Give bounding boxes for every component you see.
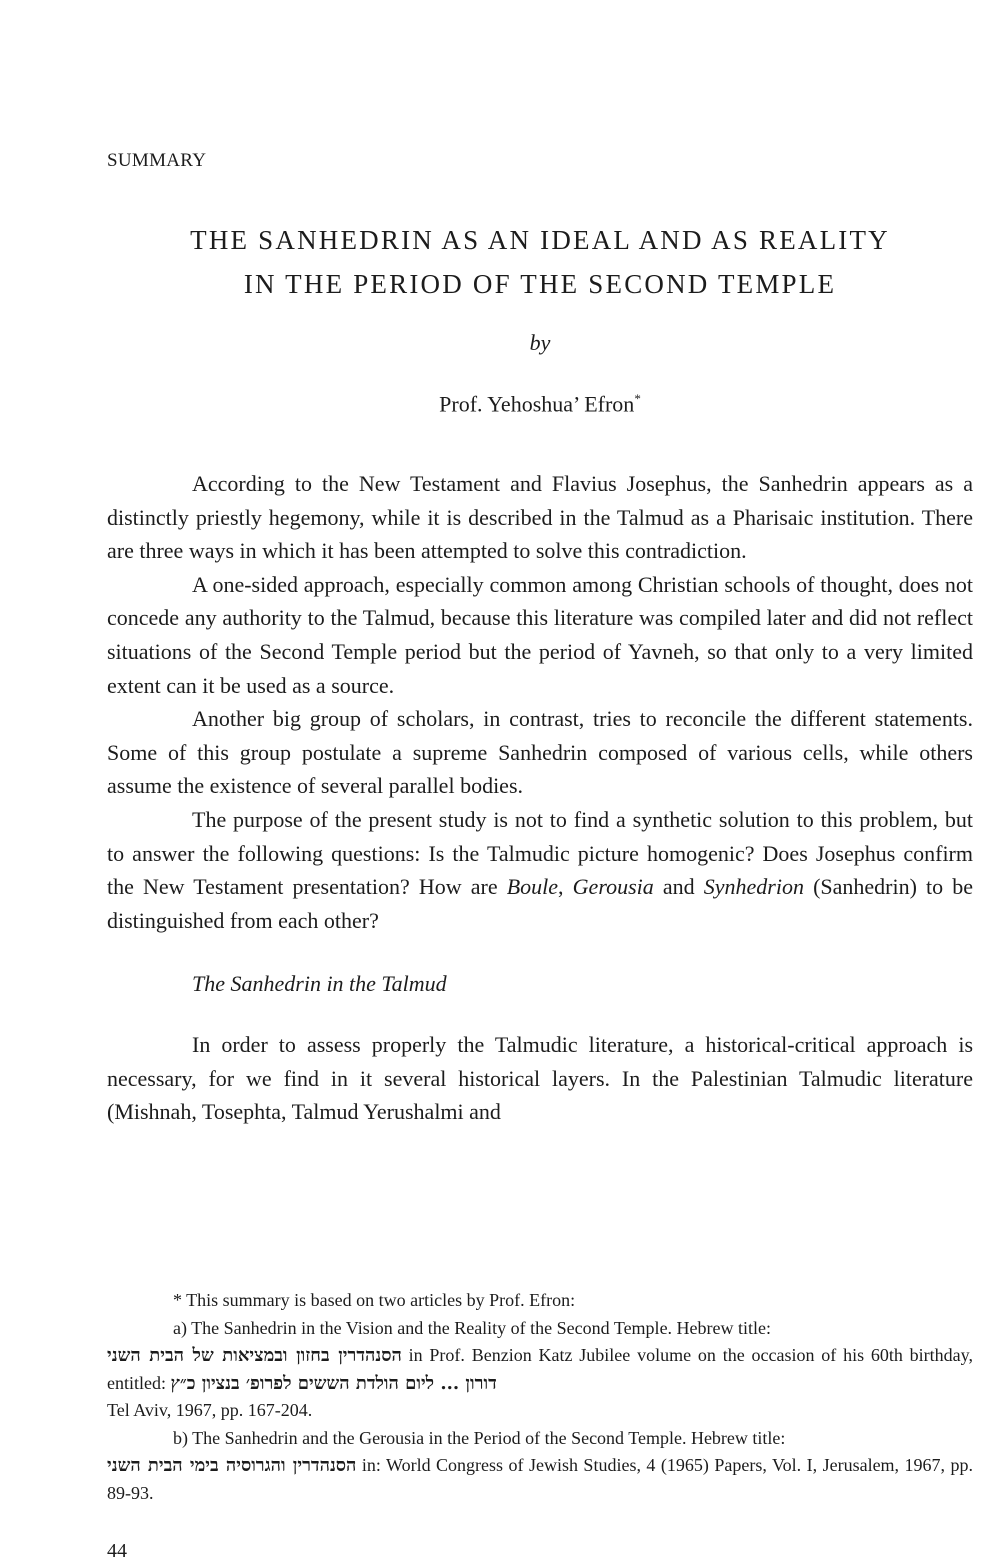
separator-2: and bbox=[653, 874, 704, 900]
footnote-a-hebrew-title: הסנהדרין בחזון ובמציאות של הבית השני bbox=[107, 1345, 402, 1366]
article-title bbox=[100, 218, 980, 306]
footnote-a-tail: Tel Aviv, 1967, pp. 167-204. bbox=[107, 1400, 313, 1420]
body-text bbox=[107, 467, 973, 1129]
byline: by bbox=[529, 330, 551, 355]
term-boule: Boule bbox=[506, 874, 559, 900]
title-line-1: THE SANHEDRIN AS AN IDEAL AND AS REALITY bbox=[190, 225, 890, 255]
author-footnote-mark: * bbox=[634, 391, 641, 406]
footnote-a-continued bbox=[107, 1342, 973, 1397]
paragraph-4 bbox=[107, 803, 973, 937]
footnote-a-hebrew-volume: דורון ... ליום הולדת הששים לפרופ׳ בנציון כ״ץ bbox=[170, 1372, 497, 1394]
separator-1: , bbox=[558, 874, 573, 900]
paragraph-4-part-2: (Sanhedrin) to be distinguished from each other? bbox=[107, 874, 974, 933]
footnote-a-text: a) The Sanhedrin in the Vision and the Reality of the Second Temple. Hebrew title: bbox=[173, 1317, 772, 1338]
footnote-a bbox=[107, 1315, 973, 1343]
paragraph-4-part-1: The purpose of the present study is not to find a synthetic solution to this problem, but to answer the following questions: Is the Talmudic picture homogenic? Does Josephus confirm the New Testament presentation? How are bbox=[107, 806, 973, 900]
author-line bbox=[100, 391, 980, 417]
footnote-b-continued bbox=[107, 1452, 973, 1507]
paragraph-5: In order to assess properly the Talmudic literature, a historical-critical approach is necessary, for we find in it several historical layers. In the Palestinian Talmudic literature (Mishnah, Tosephta, Talmud Yerushalmi and bbox=[107, 1031, 973, 1125]
footnotes bbox=[107, 1287, 973, 1507]
term-synhedrion: Synhedrion bbox=[703, 874, 804, 900]
title-line-2: IN THE PERIOD OF THE SECOND TEMPLE bbox=[243, 269, 837, 299]
paragraph-2: A one-sided approach, especially common among Christian schools of thought, does not concede any authority to the Talmud, because this literature was compiled later and did not reflect situations of the Second Temple period but the period of Yavneh, so that only to a very limited extent can it be used as a source. bbox=[107, 571, 973, 698]
footnote-b-hebrew-title: הסנהדרין והגרוסיה בימי הבית השני bbox=[107, 1455, 357, 1476]
footnote-b bbox=[107, 1425, 973, 1453]
footnote-b-text: b) The Sanhedrin and the Gerousia in the Period of the Second Temple. Hebrew title: bbox=[173, 1427, 786, 1448]
term-gerousia: Gerousia bbox=[572, 874, 654, 900]
paragraph-3: Another big group of scholars, in contrast, tries to reconcile the different statements. Some of this group postulate a supreme Sanhedrin composed of various cells, while others assume the existence of several parallel bodies. bbox=[107, 706, 973, 799]
author-name: Prof. Yehoshua’ Efron bbox=[439, 391, 635, 417]
footnote-b-in: in: World Congress of Jewish Studies, 4 (1965) Papers, Vol. I, Jerusalem, 1967, pp. 89-93. bbox=[107, 1455, 973, 1503]
section-label: SUMMARY bbox=[107, 150, 207, 171]
page-number: 44 bbox=[107, 1540, 127, 1562]
footnote-a-in: in Prof. Benzion Katz Jubilee volume on the occasion of his 60th birthday, entitled: bbox=[107, 1345, 973, 1393]
footnote-intro: * This summary is based on two articles by Prof. Efron: bbox=[173, 1290, 576, 1310]
paragraph-1: According to the New Testament and Flavius Josephus, the Sanhedrin appears as a distinctly priestly hegemony, while it is described in the Talmud as a Pharisaic institution. There are three ways in which it has been attempted to solve this contradiction. bbox=[107, 471, 973, 564]
subheading: The Sanhedrin in the Talmud bbox=[192, 971, 447, 997]
